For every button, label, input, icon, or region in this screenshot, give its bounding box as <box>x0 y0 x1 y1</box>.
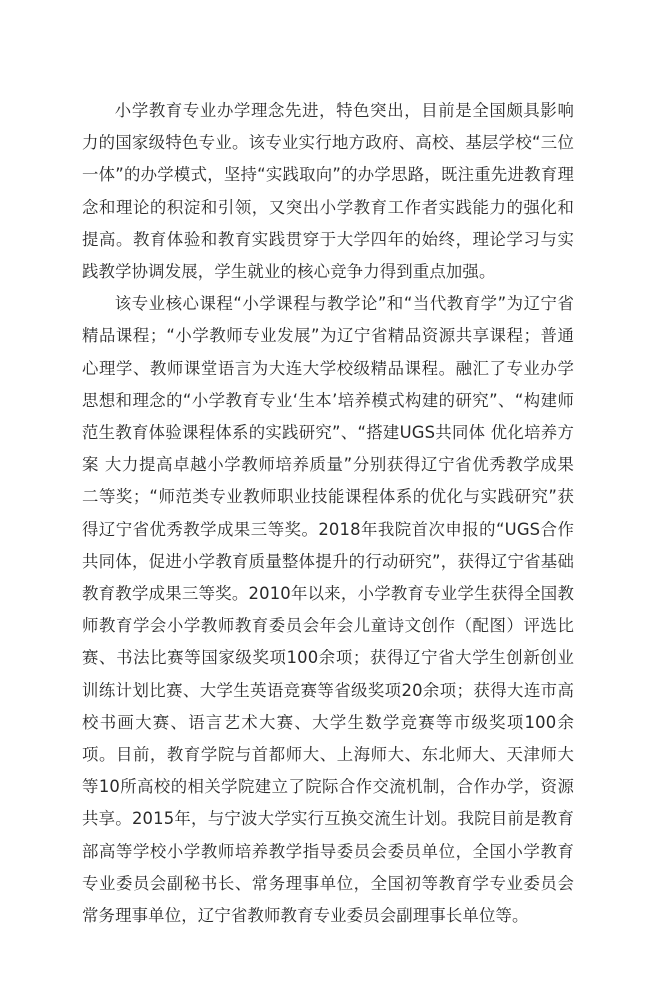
document-body <box>82 95 574 932</box>
paragraph-program-overview: 小学教育专业办学理念先进，特色突出，目前是全国颇具影响力的国家级特色专业。该专业实行地方政府、高校、基层学校“三位一体”的办学模式，坚持“实践取向”的办学思路，既注重先进教育理念和理论的积淀和引领，又突出小学教育工作者实践能力的强化和提高。教育体验和教育实践贯穿于大学四年的始终，理论学习与实践教学协调发展，学生就业的核心竞争力得到重点加强。 <box>82 101 574 282</box>
paragraph-courses-and-achievements: 该专业核心课程“小学课程与教学论”和“当代教育学”为辽宁省精品课程；“小学教师专业发展”为辽宁省精品资源共享课程；普通心理学、教师课堂语言为大连大学校级精品课程。融汇了专业办学思想和理念的“小学教育专业‘生本’培养模式构建的研究”、“构建师范生教育体验课程体系的实践研究”、“搭建UGS共同体 优化培养方案 大力提高卓越小学教师培养质量”分别获得辽宁省优秀教学成果二等奖；“师范类专业教师职业技能课程体系的优化与实践研究”获得辽宁省优秀教学成果三等奖。2018年我院首次申报的“UGS合作共同体，促进小学教育质量整体提升的行动研究”，获得辽宁省基础教育教学成果三等奖。2010年以来，小学教育专业学生获得全国教师教育学会小学教师教育委员会年会儿童诗文创作（配图）评选比赛、书法比赛等国家级奖项100余项；获得辽宁省大学生创新创业训练计划比赛、大学生英语竞赛等省级奖项20余项；获得大连市高校书画大赛、语言艺术大赛、大学生数学竞赛等市级奖项100余项。目前，教育学院与首都师大、上海师大、东北师大、天津师大等10所高校的相关学院建立了院际合作交流机制，合作办学，资源共享。2015年，与宁波大学实行互换交流生计划。我院目前是教育部高等学校小学教师培养教学指导委员会委员单位，全国小学教育专业委员会副秘书长、常务理事单位，全国初等教育学专业委员会常务理事单位，辽宁省教师教育专业委员会副理事长单位等。 <box>82 294 574 926</box>
